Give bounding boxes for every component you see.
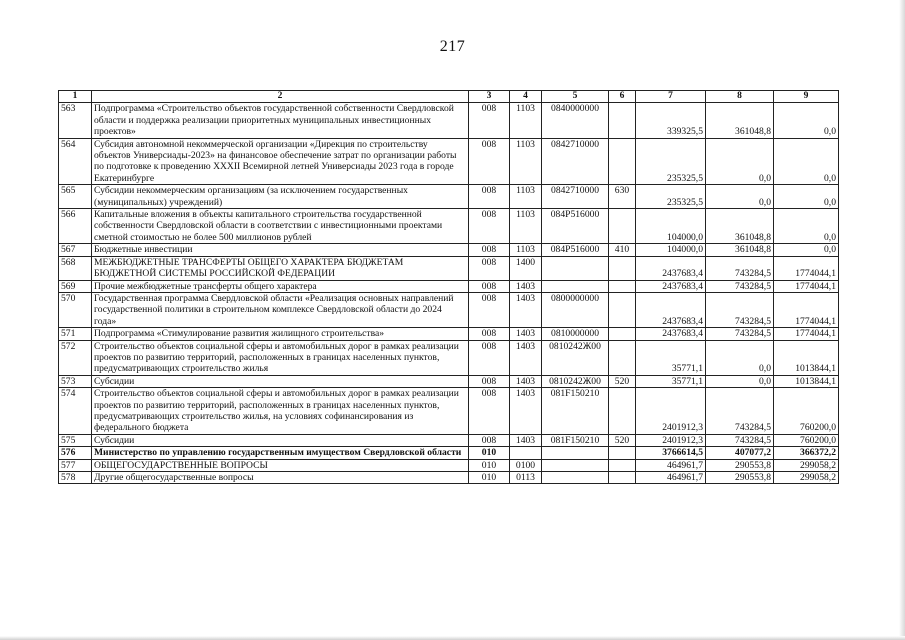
table-cell-c6 [609,138,636,185]
table-cell-n: 574 [59,388,92,435]
table-cell-c3: 008 [469,434,510,446]
table-cell-n: 563 [59,103,92,138]
table-cell-c5: 0810242Ж00 [542,340,609,375]
table-cell-c8: 743284,5 [706,434,774,446]
table-cell-c6 [609,103,636,138]
table-cell-c5: 0810242Ж00 [542,375,609,387]
table-row [59,292,839,327]
header-cell: 2 [92,91,469,103]
header-row [59,91,839,103]
table-cell-c9: 1774044,1 [774,256,839,280]
table-cell-name: Министерство по управлению государственным имуществом Свердловской области [92,447,469,459]
table-row [59,340,839,375]
table-cell-c5: 0840000000 [542,103,609,138]
table-cell-c3: 008 [469,138,510,185]
table-cell-c9: 366372,2 [774,447,839,459]
table-cell-c4: 1103 [510,138,542,185]
table-cell-c9: 0,0 [774,209,839,244]
table-cell-c7: 2437683,4 [636,280,706,292]
table-cell-c8: 290553,8 [706,459,774,471]
table-cell-c7: 35771,1 [636,340,706,375]
table-cell-name: МЕЖБЮДЖЕТНЫЕ ТРАНСФЕРТЫ ОБЩЕГО ХАРАКТЕРА БЮДЖЕТАМ БЮДЖЕТНОЙ СИСТЕМЫ РОССИЙСКОЙ ФЕДЕРАЦИИ [92,256,469,280]
table-cell-c5: 081F150210 [542,434,609,446]
table-cell-c5 [542,280,609,292]
table-cell-c7: 104000,0 [636,209,706,244]
table-cell-c4: 1403 [510,292,542,327]
table-cell-c8: 290553,8 [706,472,774,484]
table-cell-c3: 008 [469,103,510,138]
table-cell-c6: 520 [609,434,636,446]
table-cell-c8: 0,0 [706,138,774,185]
table-row [59,138,839,185]
header-cell: 1 [59,91,92,103]
table-cell-n: 575 [59,434,92,446]
table-cell-c6 [609,459,636,471]
table-cell-c3: 008 [469,388,510,435]
table-row [59,185,839,209]
table-cell-c3: 010 [469,472,510,484]
page-number: 217 [439,38,466,55]
table-cell-c6: 630 [609,185,636,209]
table-cell-name: Строительство объектов социальной сферы и автомобильных дорог в рамках реализации проектов по развитию территорий, расположенных в границах населенных пунктов, предусматривающих строительство жилья, на условиях софинансирования из федерального бюджета [92,388,469,435]
table-cell-c8: 0,0 [706,185,774,209]
table-cell-c6 [609,340,636,375]
table-cell-c4: 1403 [510,375,542,387]
budget-table [58,90,839,484]
table-cell-c7: 3766614,5 [636,447,706,459]
page-bottom-shadow [0,636,905,640]
table-cell-c5 [542,472,609,484]
table-cell-n: 565 [59,185,92,209]
table-row [59,459,839,471]
table-cell-c3: 008 [469,375,510,387]
table-cell-c5: 0842710000 [542,138,609,185]
table-cell-c7: 2437683,4 [636,256,706,280]
table-cell-c8: 361048,8 [706,103,774,138]
table-cell-name: Субсидии [92,375,469,387]
table-cell-n: 577 [59,459,92,471]
table-cell-c7: 339325,5 [636,103,706,138]
table-cell-n: 568 [59,256,92,280]
table-cell-n: 578 [59,472,92,484]
table-cell-c3: 008 [469,185,510,209]
table-cell-name: Государственная программа Свердловской области «Реализация основных направлений государственной политики в строительном комплексе Свердловской области до 2024 года» [92,292,469,327]
table-cell-n: 572 [59,340,92,375]
table-cell-name: Капитальные вложения в объекты капитального строительства государственной собственности Свердловской области в соответствии с инвестиционными проектами сметной стоимостью не более 500 миллионов рублей [92,209,469,244]
table-cell-c6: 520 [609,375,636,387]
table-cell-c8: 361048,8 [706,209,774,244]
table-cell-c9: 299058,2 [774,472,839,484]
table-cell-n: 566 [59,209,92,244]
header-cell: 5 [542,91,609,103]
table-cell-c4: 1103 [510,244,542,256]
table-cell-name: Строительство объектов социальной сферы и автомобильных дорог в рамках реализации проектов по развитию территорий, расположенных в границах населенных пунктов, предусматривающих строительство жилья [92,340,469,375]
table-cell-c6 [609,256,636,280]
table-row [59,103,839,138]
table-cell-c8: 0,0 [706,375,774,387]
table-cell-c3: 008 [469,340,510,375]
table-cell-c4: 1403 [510,340,542,375]
table-cell-c4: 0100 [510,459,542,471]
header-cell: 6 [609,91,636,103]
table-cell-c3: 008 [469,328,510,340]
table-cell-c7: 464961,7 [636,459,706,471]
table-cell-c4: 1403 [510,328,542,340]
header-cell: 9 [774,91,839,103]
table-row [59,447,839,459]
table-cell-c4: 1103 [510,209,542,244]
table-cell-c4: 1400 [510,256,542,280]
table-cell-c7: 104000,0 [636,244,706,256]
table-cell-name: Бюджетные инвестиции [92,244,469,256]
table-cell-c8: 743284,5 [706,388,774,435]
table-cell-c7: 2437683,4 [636,292,706,327]
table-cell-c9: 760200,0 [774,388,839,435]
table-cell-c6 [609,447,636,459]
table-cell-n: 564 [59,138,92,185]
table-cell-c9: 1013844,1 [774,340,839,375]
table-cell-c3: 008 [469,256,510,280]
table-cell-c3: 008 [469,209,510,244]
table-cell-c5: 0810000000 [542,328,609,340]
table-cell-c3: 008 [469,280,510,292]
table-cell-c9: 0,0 [774,185,839,209]
table-cell-c6 [609,328,636,340]
table-cell-c9: 1774044,1 [774,280,839,292]
table-cell-c5: 084P516000 [542,209,609,244]
table-row [59,328,839,340]
table-cell-c7: 2401912,3 [636,388,706,435]
table-cell-name: Субсидии некоммерческим организациям (за исключением государственных (муниципальных) учреждений) [92,185,469,209]
header-cell: 4 [510,91,542,103]
table-cell-c9: 760200,0 [774,434,839,446]
table-cell-c5 [542,256,609,280]
table-cell-c8: 743284,5 [706,328,774,340]
table-cell-c8: 743284,5 [706,256,774,280]
table-cell-c6 [609,209,636,244]
table-row [59,244,839,256]
table-cell-c4: 1403 [510,434,542,446]
table-cell-c4: 1103 [510,103,542,138]
table-row [59,434,839,446]
header-cell: 3 [469,91,510,103]
table-cell-c3: 010 [469,459,510,471]
table-cell-c7: 235325,5 [636,138,706,185]
table-cell-c4: 1103 [510,185,542,209]
table-cell-n: 571 [59,328,92,340]
table-cell-c8: 743284,5 [706,292,774,327]
table-cell-n: 567 [59,244,92,256]
table-cell-name: Субсидия автономной некоммерческой организации «Дирекция по строительству объектов Универсиады-2023» на финансовое обеспечение затрат по организации работы по подготовке к проведению XXXII Всемирной летней Универсиады 2023 года в городе Екатеринбурге [92,138,469,185]
table-cell-c7: 2437683,4 [636,328,706,340]
table-cell-c5 [542,459,609,471]
table-cell-c4: 0113 [510,472,542,484]
table-cell-c5 [542,447,609,459]
table-row [59,375,839,387]
table-cell-n: 573 [59,375,92,387]
table-cell-n: 569 [59,280,92,292]
table-cell-c9: 1013844,1 [774,375,839,387]
table-cell-c6 [609,388,636,435]
table-cell-c7: 235325,5 [636,185,706,209]
table-cell-c3: 010 [469,447,510,459]
table-cell-name: Субсидии [92,434,469,446]
table-cell-c7: 2401912,3 [636,434,706,446]
table-row [59,472,839,484]
table-cell-c5: 0800000000 [542,292,609,327]
page-edge-shadow [899,0,905,640]
table-cell-c7: 464961,7 [636,472,706,484]
table-cell-n: 570 [59,292,92,327]
header-cell: 8 [706,91,774,103]
table-row [59,280,839,292]
table-cell-c6 [609,472,636,484]
table-cell-c4 [510,447,542,459]
table-cell-c9: 299058,2 [774,459,839,471]
table-cell-c8: 361048,8 [706,244,774,256]
table-cell-name: Подпрограмма «Строительство объектов государственной собственности Свердловской области и поддержка реализации приоритетных муниципальных инвестиционных проектов» [92,103,469,138]
table-cell-c9: 0,0 [774,103,839,138]
table-cell-c6: 410 [609,244,636,256]
table-row [59,256,839,280]
table-cell-c4: 1403 [510,280,542,292]
table-cell-c8: 407077,2 [706,447,774,459]
table-cell-c7: 35771,1 [636,375,706,387]
table-cell-c5: 0842710000 [542,185,609,209]
table-cell-c8: 743284,5 [706,280,774,292]
table-cell-c9: 0,0 [774,244,839,256]
table-cell-c8: 0,0 [706,340,774,375]
table-row [59,388,839,435]
table-cell-c3: 008 [469,244,510,256]
table-cell-c9: 1774044,1 [774,328,839,340]
table-cell-c6 [609,280,636,292]
table-cell-name: ОБЩЕГОСУДАРСТВЕННЫЕ ВОПРОСЫ [92,459,469,471]
table-cell-c5: 081F150210 [542,388,609,435]
table-cell-name: Подпрограмма «Стимулирование развития жилищного строительства» [92,328,469,340]
table-cell-c3: 008 [469,292,510,327]
table-cell-n: 576 [59,447,92,459]
table-cell-c9: 1774044,1 [774,292,839,327]
table-cell-name: Прочие межбюджетные трансферты общего характера [92,280,469,292]
table-cell-c5: 084P516000 [542,244,609,256]
header-cell: 7 [636,91,706,103]
table-cell-name: Другие общегосударственные вопросы [92,472,469,484]
table-row [59,209,839,244]
table-cell-c9: 0,0 [774,138,839,185]
table-cell-c6 [609,292,636,327]
table-cell-c4: 1403 [510,388,542,435]
